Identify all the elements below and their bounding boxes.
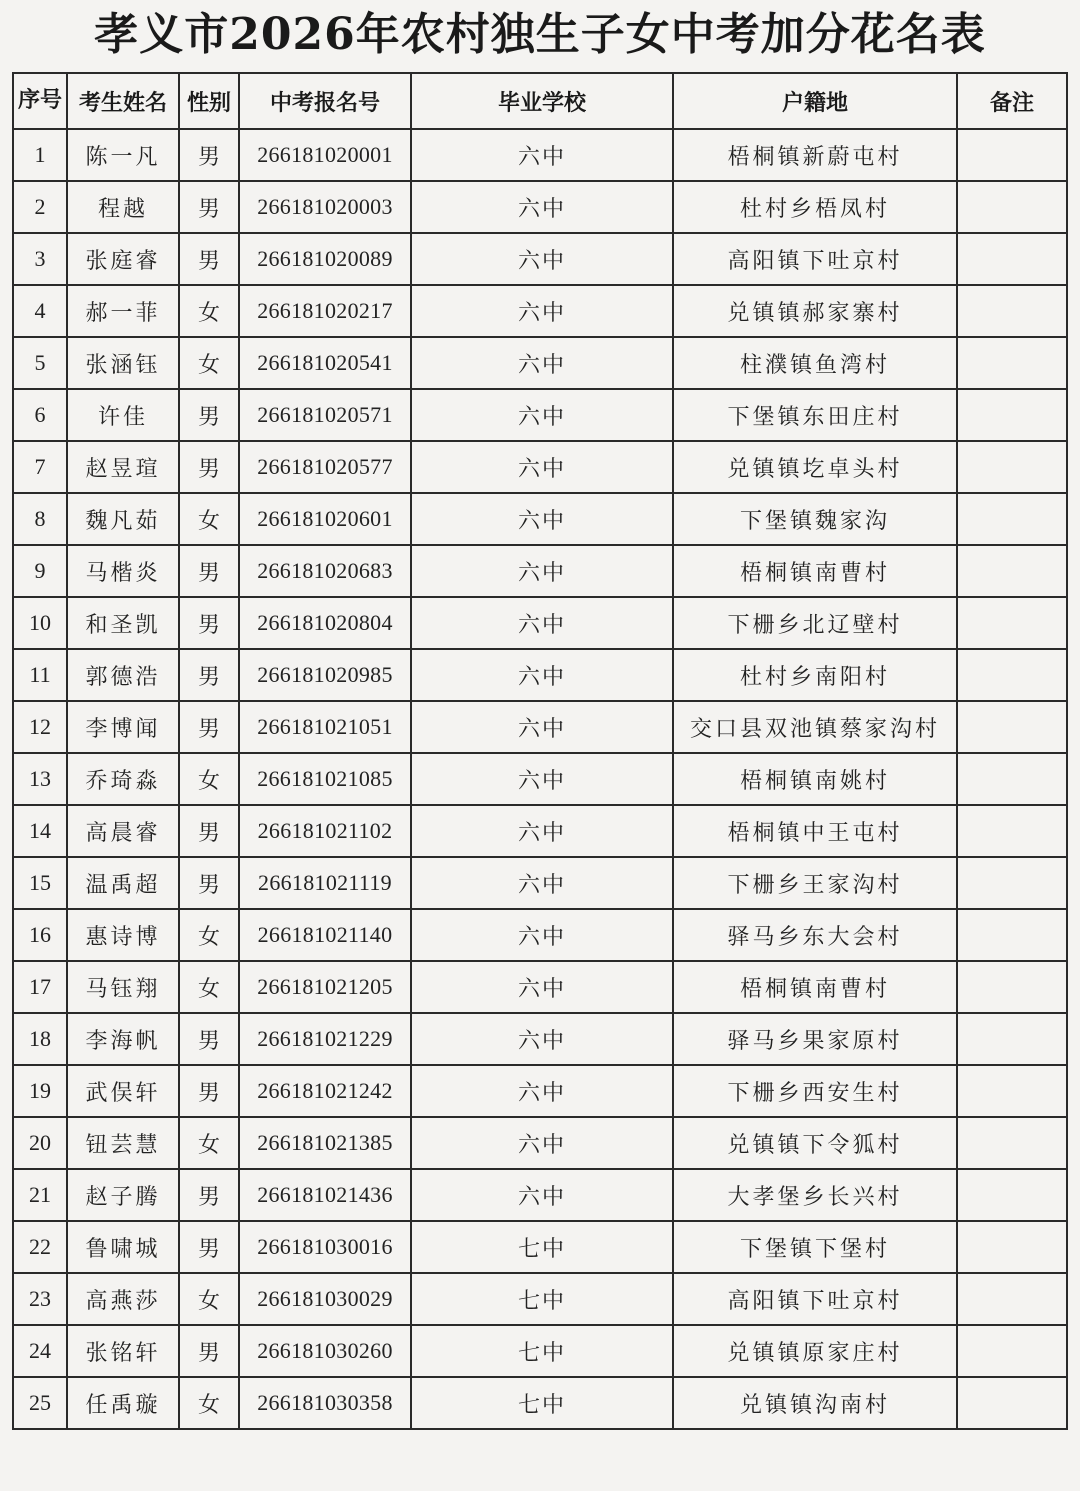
cell-seq: 3 [13, 233, 67, 285]
roster-table [12, 72, 1068, 1430]
cell-exam-no: 266181021051 [239, 701, 411, 753]
cell-school: 六中 [411, 1065, 673, 1117]
cell-student-name: 马钰翔 [67, 961, 179, 1013]
cell-gender: 男 [179, 857, 239, 909]
cell-seq: 12 [13, 701, 67, 753]
header-seq: 序号 [13, 73, 67, 129]
cell-hometown: 兑镇镇沟南村 [673, 1377, 957, 1429]
table-row [13, 1221, 1067, 1273]
cell-hometown: 驿马乡东大会村 [673, 909, 957, 961]
cell-seq: 11 [13, 649, 67, 701]
table-row [13, 753, 1067, 805]
table-row [13, 545, 1067, 597]
cell-gender: 男 [179, 441, 239, 493]
cell-hometown: 驿马乡果家原村 [673, 1013, 957, 1065]
cell-remark [957, 909, 1067, 961]
cell-remark [957, 129, 1067, 181]
cell-gender: 男 [179, 129, 239, 181]
cell-seq: 16 [13, 909, 67, 961]
cell-school: 六中 [411, 597, 673, 649]
cell-student-name: 郝一菲 [67, 285, 179, 337]
cell-gender: 女 [179, 1273, 239, 1325]
cell-remark [957, 753, 1067, 805]
cell-gender: 女 [179, 909, 239, 961]
cell-student-name: 张铭轩 [67, 1325, 179, 1377]
cell-gender: 男 [179, 1221, 239, 1273]
page-title: 孝义市2026年农村独生子女中考加分花名表 [94, 9, 986, 60]
cell-gender: 女 [179, 961, 239, 1013]
cell-gender: 男 [179, 701, 239, 753]
cell-gender: 男 [179, 1169, 239, 1221]
cell-remark [957, 493, 1067, 545]
table-row [13, 857, 1067, 909]
cell-remark [957, 649, 1067, 701]
cell-seq: 22 [13, 1221, 67, 1273]
cell-gender: 女 [179, 493, 239, 545]
cell-seq: 7 [13, 441, 67, 493]
cell-seq: 20 [13, 1117, 67, 1169]
cell-school: 六中 [411, 493, 673, 545]
cell-student-name: 郭德浩 [67, 649, 179, 701]
table-row [13, 1117, 1067, 1169]
cell-student-name: 高晨睿 [67, 805, 179, 857]
cell-student-name: 张涵钰 [67, 337, 179, 389]
cell-seq: 21 [13, 1169, 67, 1221]
cell-seq: 8 [13, 493, 67, 545]
cell-student-name: 惠诗博 [67, 909, 179, 961]
cell-exam-no: 266181021385 [239, 1117, 411, 1169]
cell-school: 六中 [411, 233, 673, 285]
cell-school: 七中 [411, 1325, 673, 1377]
cell-remark [957, 337, 1067, 389]
table-row [13, 1377, 1067, 1429]
cell-student-name: 赵子腾 [67, 1169, 179, 1221]
table-row [13, 1169, 1067, 1221]
cell-seq: 9 [13, 545, 67, 597]
cell-exam-no: 266181021205 [239, 961, 411, 1013]
cell-exam-no: 266181030029 [239, 1273, 411, 1325]
cell-exam-no: 266181020541 [239, 337, 411, 389]
cell-gender: 男 [179, 805, 239, 857]
cell-seq: 2 [13, 181, 67, 233]
cell-gender: 女 [179, 1117, 239, 1169]
cell-exam-no: 266181030260 [239, 1325, 411, 1377]
header-school: 毕业学校 [411, 73, 673, 129]
cell-hometown: 兑镇镇原家庄村 [673, 1325, 957, 1377]
cell-remark [957, 1325, 1067, 1377]
cell-hometown: 大孝堡乡长兴村 [673, 1169, 957, 1221]
cell-exam-no: 266181021140 [239, 909, 411, 961]
cell-hometown: 兑镇镇郝家寨村 [673, 285, 957, 337]
cell-school: 六中 [411, 285, 673, 337]
cell-exam-no: 266181030016 [239, 1221, 411, 1273]
cell-hometown: 梧桐镇南曹村 [673, 961, 957, 1013]
cell-hometown: 下堡镇魏家沟 [673, 493, 957, 545]
cell-hometown: 下栅乡西安生村 [673, 1065, 957, 1117]
cell-student-name: 武俣轩 [67, 1065, 179, 1117]
cell-hometown: 高阳镇下吐京村 [673, 1273, 957, 1325]
cell-gender: 男 [179, 545, 239, 597]
cell-school: 六中 [411, 649, 673, 701]
cell-school: 七中 [411, 1221, 673, 1273]
cell-student-name: 李海帆 [67, 1013, 179, 1065]
cell-school: 六中 [411, 181, 673, 233]
cell-exam-no: 266181020985 [239, 649, 411, 701]
cell-seq: 24 [13, 1325, 67, 1377]
cell-exam-no: 266181021102 [239, 805, 411, 857]
table-row [13, 441, 1067, 493]
cell-hometown: 下堡镇东田庄村 [673, 389, 957, 441]
header-gender: 性别 [179, 73, 239, 129]
cell-exam-no: 266181021119 [239, 857, 411, 909]
cell-school: 六中 [411, 1169, 673, 1221]
cell-school: 六中 [411, 805, 673, 857]
cell-remark [957, 441, 1067, 493]
cell-student-name: 程越 [67, 181, 179, 233]
cell-hometown: 柱濮镇鱼湾村 [673, 337, 957, 389]
table-header-row [13, 73, 1067, 129]
cell-gender: 男 [179, 649, 239, 701]
cell-gender: 男 [179, 1013, 239, 1065]
cell-hometown: 兑镇镇圪卓头村 [673, 441, 957, 493]
cell-hometown: 下栅乡王家沟村 [673, 857, 957, 909]
table-row [13, 1013, 1067, 1065]
cell-student-name: 赵昱瑄 [67, 441, 179, 493]
cell-exam-no: 266181030358 [239, 1377, 411, 1429]
cell-remark [957, 1117, 1067, 1169]
cell-school: 六中 [411, 1117, 673, 1169]
cell-school: 六中 [411, 701, 673, 753]
cell-seq: 18 [13, 1013, 67, 1065]
cell-seq: 10 [13, 597, 67, 649]
cell-hometown: 梧桐镇新蔚屯村 [673, 129, 957, 181]
cell-hometown: 下栅乡北辽壁村 [673, 597, 957, 649]
cell-exam-no: 266181020577 [239, 441, 411, 493]
cell-school: 六中 [411, 441, 673, 493]
table-row [13, 805, 1067, 857]
cell-student-name: 许佳 [67, 389, 179, 441]
cell-exam-no: 266181020003 [239, 181, 411, 233]
cell-school: 六中 [411, 337, 673, 389]
cell-school: 六中 [411, 857, 673, 909]
table-row [13, 337, 1067, 389]
cell-remark [957, 545, 1067, 597]
cell-student-name: 鲁啸城 [67, 1221, 179, 1273]
cell-exam-no: 266181020089 [239, 233, 411, 285]
cell-school: 六中 [411, 129, 673, 181]
cell-hometown: 兑镇镇下令狐村 [673, 1117, 957, 1169]
cell-remark [957, 961, 1067, 1013]
cell-student-name: 和圣凯 [67, 597, 179, 649]
cell-seq: 19 [13, 1065, 67, 1117]
cell-gender: 男 [179, 597, 239, 649]
cell-gender: 男 [179, 1325, 239, 1377]
header-hometown: 户籍地 [673, 73, 957, 129]
cell-hometown: 交口县双池镇蔡家沟村 [673, 701, 957, 753]
cell-school: 六中 [411, 961, 673, 1013]
cell-school: 六中 [411, 389, 673, 441]
table-row [13, 285, 1067, 337]
cell-remark [957, 597, 1067, 649]
cell-seq: 17 [13, 961, 67, 1013]
table-body [13, 129, 1067, 1429]
cell-hometown: 下堡镇下堡村 [673, 1221, 957, 1273]
cell-student-name: 温禹超 [67, 857, 179, 909]
cell-remark [957, 1169, 1067, 1221]
cell-remark [957, 1273, 1067, 1325]
cell-remark [957, 233, 1067, 285]
cell-exam-no: 266181020683 [239, 545, 411, 597]
table-row [13, 701, 1067, 753]
table-row [13, 493, 1067, 545]
cell-remark [957, 1377, 1067, 1429]
cell-exam-no: 266181020217 [239, 285, 411, 337]
cell-hometown: 高阳镇下吐京村 [673, 233, 957, 285]
cell-seq: 25 [13, 1377, 67, 1429]
cell-school: 六中 [411, 909, 673, 961]
cell-seq: 5 [13, 337, 67, 389]
cell-remark [957, 1013, 1067, 1065]
cell-remark [957, 701, 1067, 753]
cell-hometown: 梧桐镇中王屯村 [673, 805, 957, 857]
cell-exam-no: 266181021436 [239, 1169, 411, 1221]
cell-seq: 13 [13, 753, 67, 805]
cell-school: 七中 [411, 1377, 673, 1429]
cell-student-name: 魏凡茹 [67, 493, 179, 545]
cell-student-name: 李博闻 [67, 701, 179, 753]
cell-exam-no: 266181021229 [239, 1013, 411, 1065]
cell-gender: 男 [179, 181, 239, 233]
cell-student-name: 钮芸慧 [67, 1117, 179, 1169]
cell-seq: 4 [13, 285, 67, 337]
cell-student-name: 乔琦淼 [67, 753, 179, 805]
cell-exam-no: 266181020001 [239, 129, 411, 181]
cell-seq: 1 [13, 129, 67, 181]
cell-student-name: 马楷炎 [67, 545, 179, 597]
cell-remark [957, 1221, 1067, 1273]
cell-exam-no: 266181021085 [239, 753, 411, 805]
cell-hometown: 梧桐镇南曹村 [673, 545, 957, 597]
cell-remark [957, 389, 1067, 441]
header-exam-no: 中考报名号 [239, 73, 411, 129]
cell-remark [957, 285, 1067, 337]
header-name: 考生姓名 [67, 73, 179, 129]
table-row [13, 597, 1067, 649]
cell-school: 七中 [411, 1273, 673, 1325]
table-row [13, 1325, 1067, 1377]
cell-hometown: 杜村乡南阳村 [673, 649, 957, 701]
header-remark: 备注 [957, 73, 1067, 129]
cell-exam-no: 266181020571 [239, 389, 411, 441]
cell-student-name: 张庭睿 [67, 233, 179, 285]
cell-remark [957, 857, 1067, 909]
cell-remark [957, 181, 1067, 233]
cell-gender: 男 [179, 389, 239, 441]
cell-gender: 女 [179, 337, 239, 389]
cell-gender: 女 [179, 285, 239, 337]
table-row [13, 233, 1067, 285]
cell-school: 六中 [411, 1013, 673, 1065]
cell-student-name: 陈一凡 [67, 129, 179, 181]
table-row [13, 649, 1067, 701]
cell-seq: 6 [13, 389, 67, 441]
cell-remark [957, 805, 1067, 857]
table-row [13, 1273, 1067, 1325]
cell-seq: 14 [13, 805, 67, 857]
table-row [13, 909, 1067, 961]
cell-school: 六中 [411, 545, 673, 597]
cell-remark [957, 1065, 1067, 1117]
cell-hometown: 杜村乡梧凤村 [673, 181, 957, 233]
cell-gender: 女 [179, 1377, 239, 1429]
table-row [13, 181, 1067, 233]
cell-student-name: 任禹璇 [67, 1377, 179, 1429]
cell-gender: 男 [179, 233, 239, 285]
cell-exam-no: 266181020804 [239, 597, 411, 649]
table-row [13, 389, 1067, 441]
table-row [13, 1065, 1067, 1117]
cell-exam-no: 266181020601 [239, 493, 411, 545]
cell-seq: 23 [13, 1273, 67, 1325]
cell-exam-no: 266181021242 [239, 1065, 411, 1117]
cell-gender: 女 [179, 753, 239, 805]
cell-gender: 男 [179, 1065, 239, 1117]
cell-school: 六中 [411, 753, 673, 805]
table-row [13, 129, 1067, 181]
cell-student-name: 高燕莎 [67, 1273, 179, 1325]
table-row [13, 961, 1067, 1013]
cell-hometown: 梧桐镇南姚村 [673, 753, 957, 805]
cell-seq: 15 [13, 857, 67, 909]
